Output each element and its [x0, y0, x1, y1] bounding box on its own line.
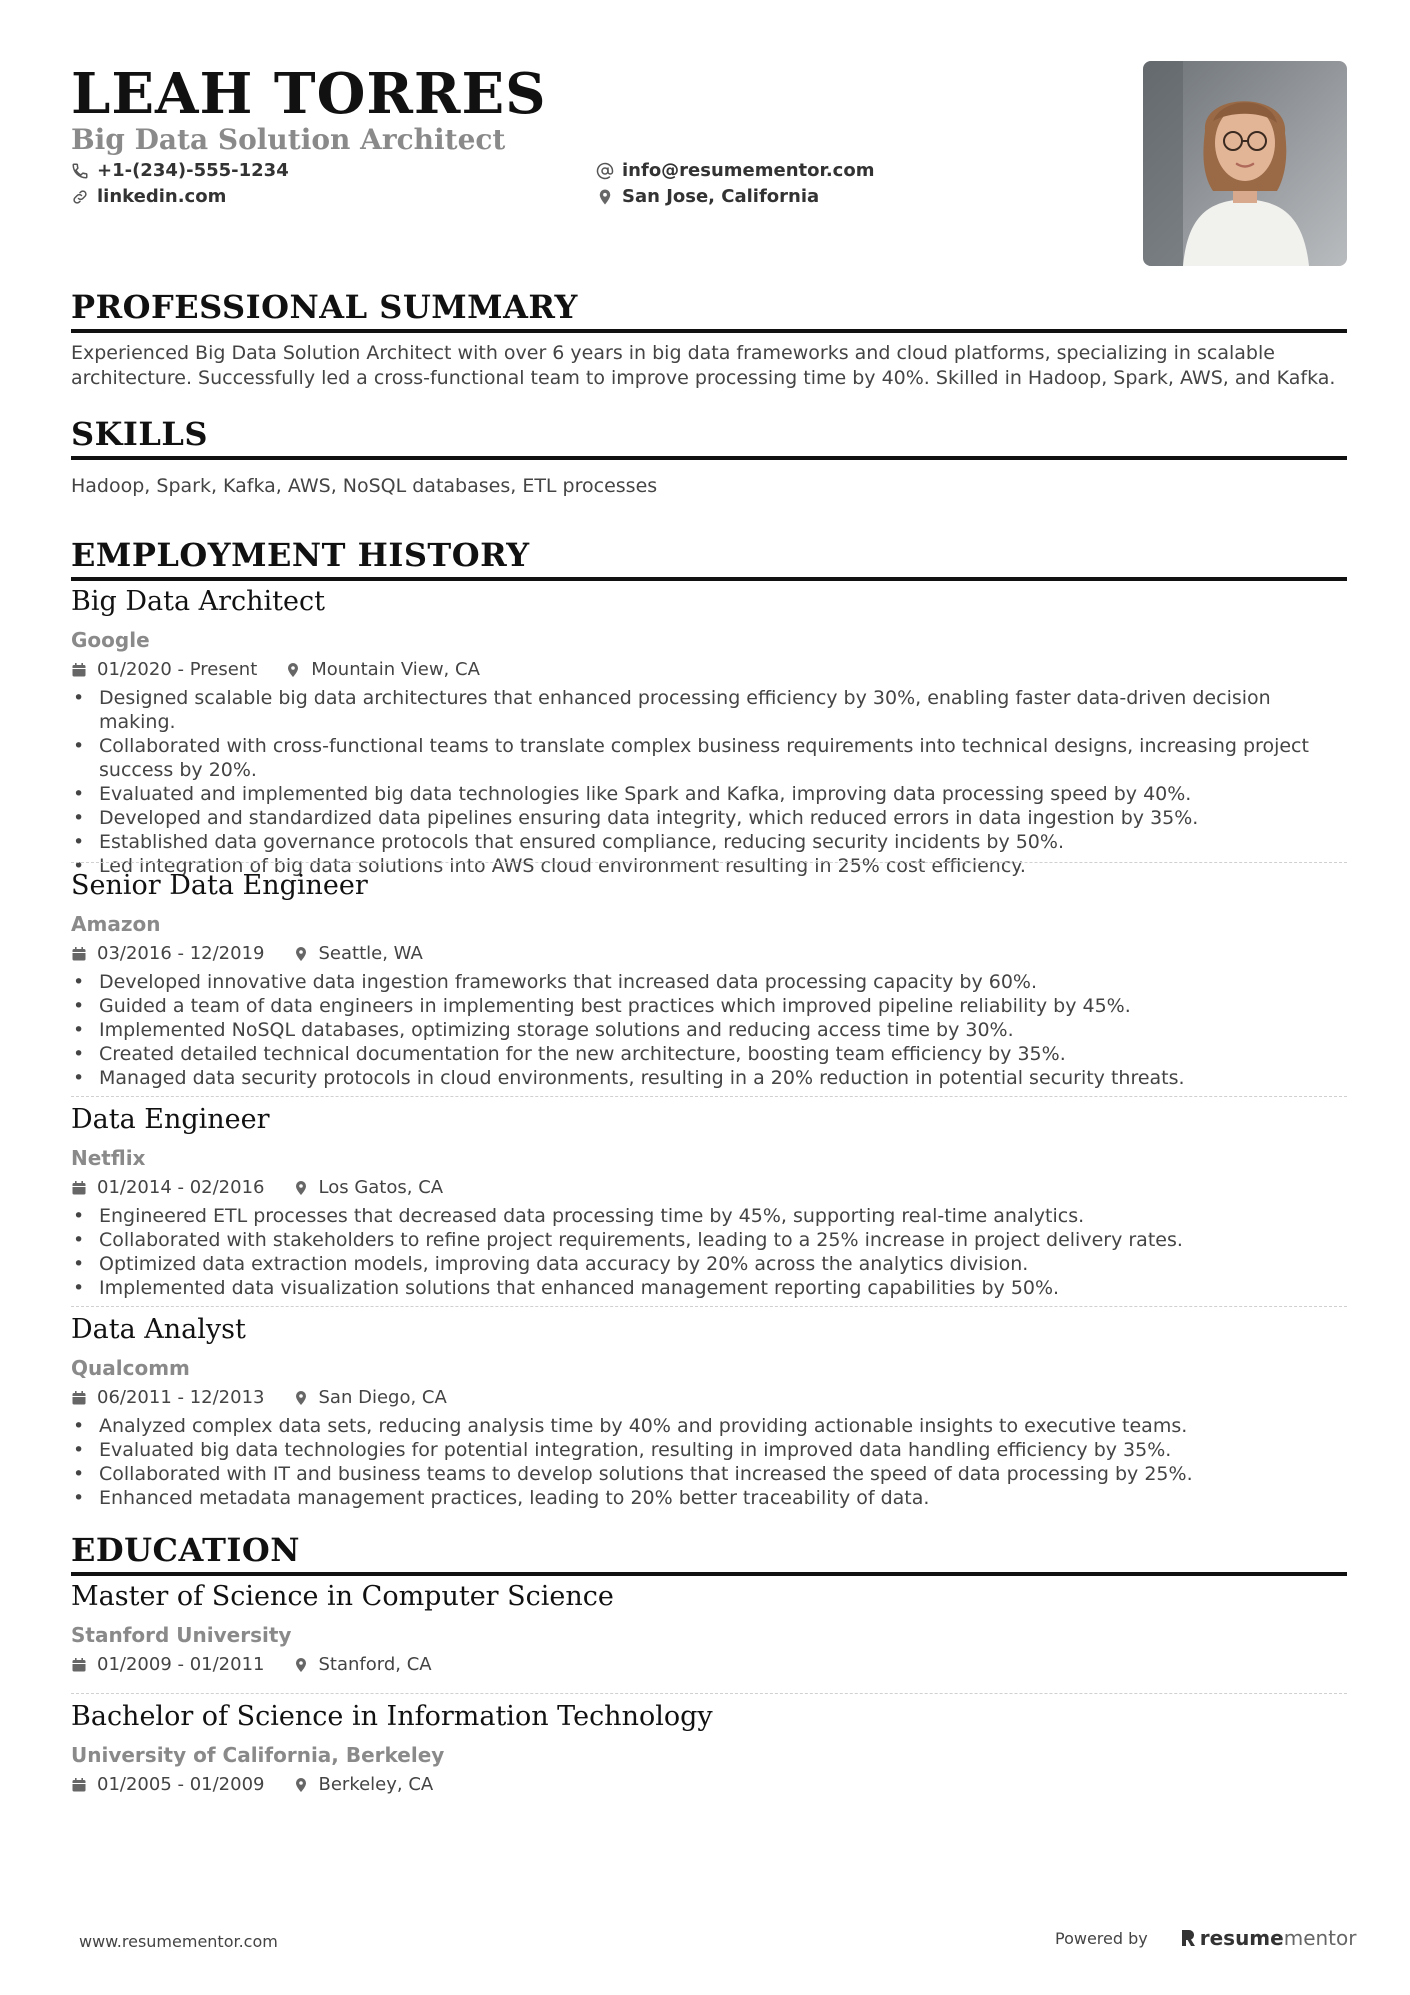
portrait-illustration	[1143, 61, 1347, 266]
email-text[interactable]: info@resumementor.com	[622, 160, 875, 181]
job-bullet: • Designed scalable big data architectures that enhanced processing efficiency by 30%, enabling faster data-driven decision making.	[71, 686, 1347, 734]
location-contact	[596, 184, 819, 210]
job-location: Los Gatos, CA	[318, 1177, 444, 1198]
location-pin-icon	[293, 946, 309, 962]
job-bullet: • Implemented data visualization solutions that enhanced management reporting capabilities by 50%.	[71, 1276, 1347, 1300]
location-pin-icon	[285, 662, 301, 678]
school-name: Stanford University	[71, 1623, 292, 1647]
education-entry	[71, 1700, 1347, 1797]
profile-photo	[1143, 61, 1347, 266]
company-name: Google	[71, 628, 150, 652]
candidate-name: LEAH TORRES	[71, 61, 547, 127]
location-pin-icon	[293, 1180, 309, 1196]
entry-divider	[71, 1693, 1347, 1694]
website-contact[interactable]	[71, 184, 226, 210]
education-section	[71, 1530, 1347, 1576]
footer-website[interactable]: www.resumementor.com	[79, 1932, 278, 1951]
calendar-icon	[71, 946, 87, 962]
at-icon	[596, 162, 614, 180]
job-bullet: • Developed and standardized data pipelines ensuring data integrity, which reduced errors in data ingestion by 35%.	[71, 806, 1347, 830]
job-title: Big Data Architect	[71, 586, 325, 617]
company-name: Qualcomm	[71, 1356, 190, 1380]
brand-light: mentor	[1283, 1926, 1357, 1950]
job-dates: 01/2014 - 02/2016	[97, 1177, 265, 1198]
skills-heading: SKILLS	[71, 414, 1347, 460]
job-bullet: • Implemented NoSQL databases, optimizing storage solutions and reducing access time by 30%.	[71, 1018, 1347, 1042]
location-pin-icon	[293, 1657, 309, 1673]
job-bullet: • Developed innovative data ingestion frameworks that increased data processing capacity by 60%.	[71, 970, 1347, 994]
job-entry	[71, 1313, 1347, 1510]
job-bullet: • Collaborated with stakeholders to refine project requirements, leading to a 25% increase in project delivery rates.	[71, 1228, 1347, 1252]
summary-section	[71, 287, 1347, 391]
job-bullet: • Managed data security protocols in cloud environments, resulting in a 20% reduction in potential security threats.	[71, 1066, 1347, 1090]
education-location: Stanford, CA	[318, 1654, 432, 1675]
school-name: University of California, Berkeley	[71, 1743, 445, 1767]
job-title: Senior Data Engineer	[71, 870, 368, 901]
degree-title: Bachelor of Science in Information Technology	[71, 1701, 713, 1732]
job-meta	[71, 1176, 1347, 1200]
job-dates: 06/2011 - 12/2013	[97, 1387, 265, 1408]
job-bullets	[71, 1204, 1347, 1300]
calendar-icon	[71, 662, 87, 678]
location-pin-icon	[293, 1777, 309, 1793]
job-bullet: • Engineered ETL processes that decreased data processing time by 45%, supporting real-time analytics.	[71, 1204, 1347, 1228]
entry-divider	[71, 862, 1347, 863]
job-bullets	[71, 970, 1347, 1090]
resumementor-logo-icon	[1180, 1928, 1196, 1948]
location-text: San Jose, California	[622, 186, 820, 207]
education-heading: EDUCATION	[71, 1530, 1347, 1576]
education-meta	[71, 1773, 1347, 1797]
job-bullet: • Led integration of big data solutions into AWS cloud environment resulting in 25% cost efficiency.	[71, 854, 1347, 878]
job-meta	[71, 1386, 1347, 1410]
job-bullet: • Created detailed technical documentation for the new architecture, boosting team efficiency by 35%.	[71, 1042, 1347, 1066]
phone-text: +1-(234)-555-1234	[97, 160, 289, 181]
job-bullet: • Collaborated with IT and business teams to develop solutions that increased the speed of data processing by 25%.	[71, 1462, 1347, 1486]
job-bullet: • Established data governance protocols that ensured compliance, reducing security incidents by 50%.	[71, 830, 1347, 854]
job-bullet: • Collaborated with cross-functional teams to translate complex business requirements into technical designs, increasing project success by 20%.	[71, 734, 1347, 782]
job-bullet: • Analyzed complex data sets, reducing analysis time by 40% and providing actionable insights to executive teams.	[71, 1414, 1347, 1438]
job-entry	[71, 1103, 1347, 1300]
link-icon	[71, 188, 89, 206]
job-bullets	[71, 686, 1347, 878]
job-dates: 01/2020 - Present	[97, 659, 258, 680]
job-bullet: • Optimized data extraction models, improving data accuracy by 20% across the analytics division.	[71, 1252, 1347, 1276]
education-meta	[71, 1653, 1347, 1677]
footer-branding	[1055, 1926, 1356, 1950]
job-title: Data Engineer	[71, 1104, 270, 1135]
calendar-icon	[71, 1180, 87, 1196]
job-bullet: • Enhanced metadata management practices, leading to 20% better traceability of data.	[71, 1486, 1347, 1510]
education-entry	[71, 1580, 1347, 1677]
entry-divider	[71, 1096, 1347, 1097]
brand-bold: resume	[1199, 1926, 1284, 1950]
job-entry	[71, 585, 1347, 878]
job-meta	[71, 658, 1347, 682]
education-dates: 01/2005 - 01/2009	[97, 1774, 265, 1795]
email-contact[interactable]	[596, 158, 874, 184]
job-title: Data Analyst	[71, 1314, 246, 1345]
company-name: Netflix	[71, 1146, 146, 1170]
employment-heading: EMPLOYMENT HISTORY	[71, 535, 1347, 581]
resume-header	[71, 0, 1347, 270]
job-entry	[71, 869, 1347, 1090]
website-text[interactable]: linkedin.com	[97, 186, 227, 207]
candidate-title: Big Data Solution Architect	[71, 123, 506, 156]
calendar-icon	[71, 1657, 87, 1673]
job-bullet: • Evaluated big data technologies for potential integration, resulting in improved data handling efficiency by 35%.	[71, 1438, 1347, 1462]
employment-section	[71, 535, 1347, 581]
skills-section	[71, 414, 1347, 499]
calendar-icon	[71, 1390, 87, 1406]
education-location: Berkeley, CA	[318, 1774, 434, 1795]
location-pin-icon	[596, 188, 614, 206]
education-dates: 01/2009 - 01/2011	[97, 1654, 265, 1675]
job-location: San Diego, CA	[318, 1387, 447, 1408]
location-pin-icon	[293, 1390, 309, 1406]
job-location: Seattle, WA	[318, 943, 423, 964]
powered-by-text: Powered by	[1055, 1928, 1148, 1948]
calendar-icon	[71, 1777, 87, 1793]
summary-text: Experienced Big Data Solution Architect with over 6 years in big data frameworks and cloud platforms, specializing in scalable architecture. Successfully led a cross-functional team to improve processing time by 40%. Skilled in Hadoop, Spark, AWS, and Kafka.	[71, 342, 1336, 389]
skills-text: Hadoop, Spark, Kafka, AWS, NoSQL databases, ETL processes	[71, 475, 658, 497]
job-location: Mountain View, CA	[311, 659, 480, 680]
brand-logo[interactable]	[1180, 1926, 1357, 1950]
phone-icon	[71, 162, 89, 180]
job-bullet: • Evaluated and implemented big data technologies like Spark and Kafka, improving data processing speed by 40%.	[71, 782, 1347, 806]
job-bullets	[71, 1414, 1347, 1510]
degree-title: Master of Science in Computer Science	[71, 1581, 614, 1612]
phone-contact	[71, 158, 289, 184]
job-meta	[71, 942, 1347, 966]
summary-heading: PROFESSIONAL SUMMARY	[71, 287, 1347, 333]
company-name: Amazon	[71, 912, 161, 936]
job-dates: 03/2016 - 12/2019	[97, 943, 265, 964]
entry-divider	[71, 1306, 1347, 1307]
job-bullet: • Guided a team of data engineers in implementing best practices which improved pipeline reliability by 45%.	[71, 994, 1347, 1018]
